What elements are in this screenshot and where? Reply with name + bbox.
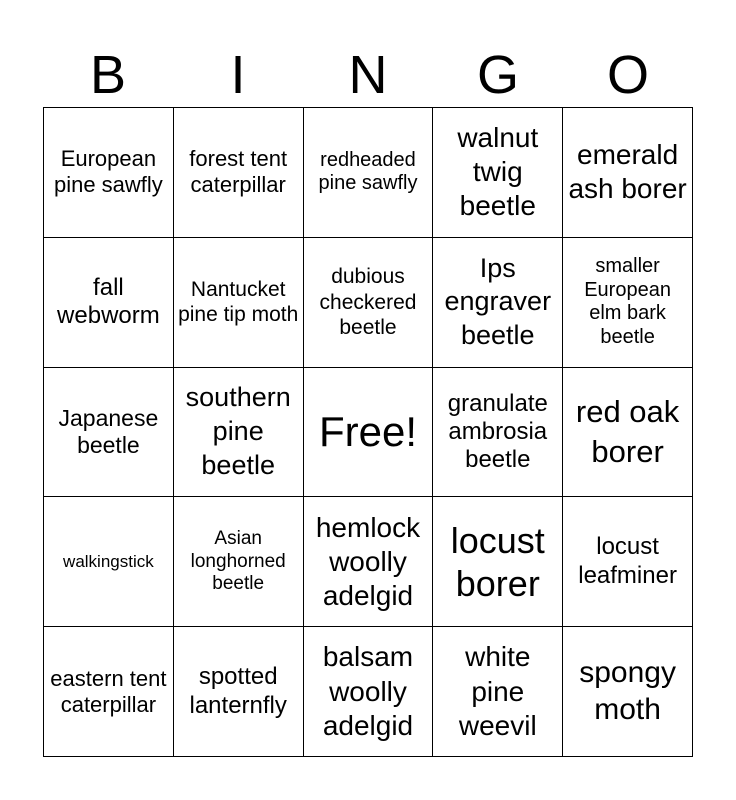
bingo-cell[interactable] — [563, 368, 693, 498]
bingo-cell[interactable] — [44, 497, 174, 627]
header-letter-o: O — [606, 45, 649, 105]
bingo-grid — [43, 107, 693, 757]
cell-label: Ips engraver beetle — [444, 252, 552, 351]
cell-label: walkingstick — [63, 551, 154, 571]
free-space-cell[interactable] — [304, 368, 434, 498]
bingo-cell[interactable] — [174, 238, 304, 368]
bingo-cell[interactable] — [433, 627, 563, 757]
bingo-cell[interactable] — [304, 497, 434, 627]
bingo-cell[interactable] — [433, 368, 563, 498]
header-letter-n: N — [348, 45, 388, 105]
bingo-cell[interactable] — [563, 238, 693, 368]
bingo-cell[interactable] — [563, 497, 693, 627]
cell-label: smaller European elm bark beetle — [584, 255, 671, 348]
cell-label: spongy moth — [579, 656, 676, 726]
bingo-cell[interactable] — [44, 108, 174, 238]
bingo-cell[interactable] — [304, 627, 434, 757]
cell-label: granulate ambrosia beetle — [447, 389, 548, 474]
cell-label: European pine sawfly — [53, 146, 163, 198]
bingo-cell[interactable] — [174, 368, 304, 498]
bingo-cell[interactable] — [563, 627, 693, 757]
cell-label: southern pine beetle — [185, 382, 291, 480]
free-space-label: Free! — [318, 407, 417, 455]
cell-label: emerald ash borer — [568, 139, 687, 205]
bingo-header — [43, 44, 693, 106]
bingo-cell[interactable] — [433, 497, 563, 627]
header-letter-i: I — [230, 45, 246, 105]
cell-label: white pine weevil — [458, 641, 537, 741]
cell-label: balsam woolly adelgid — [322, 641, 414, 741]
bingo-cell[interactable] — [563, 108, 693, 238]
cell-label: forest tent caterpillar — [189, 146, 288, 198]
bingo-cell[interactable] — [44, 368, 174, 498]
bingo-cell[interactable] — [174, 108, 304, 238]
cell-label: hemlock woolly adelgid — [315, 511, 421, 611]
cell-label: locust leafminer — [578, 533, 677, 589]
header-letter-g: G — [476, 45, 519, 105]
header-letter-b: B — [89, 45, 127, 105]
cell-label: spotted lanternfly — [189, 663, 287, 719]
bingo-cell[interactable] — [44, 627, 174, 757]
cell-label: locust borer — [450, 519, 545, 604]
cell-label: red oak borer — [575, 393, 680, 469]
cell-label: fall webworm — [57, 273, 160, 330]
bingo-cell[interactable] — [304, 108, 434, 238]
cell-label: Asian longhorned beetle — [190, 528, 286, 594]
cell-label: dubious checkered beetle — [319, 265, 417, 339]
bingo-cell[interactable] — [174, 497, 304, 627]
cell-label: Nantucket pine tip moth — [178, 278, 299, 327]
cell-label: walnut twig beetle — [457, 122, 539, 222]
cell-label: Japanese beetle — [58, 404, 159, 458]
bingo-cell[interactable] — [433, 238, 563, 368]
cell-label: redheaded pine sawfly — [318, 148, 418, 195]
bingo-cell[interactable] — [174, 627, 304, 757]
bingo-cell[interactable] — [433, 108, 563, 238]
bingo-cell[interactable] — [304, 238, 434, 368]
cell-label: eastern tent caterpillar — [50, 665, 167, 717]
bingo-cell[interactable] — [44, 238, 174, 368]
